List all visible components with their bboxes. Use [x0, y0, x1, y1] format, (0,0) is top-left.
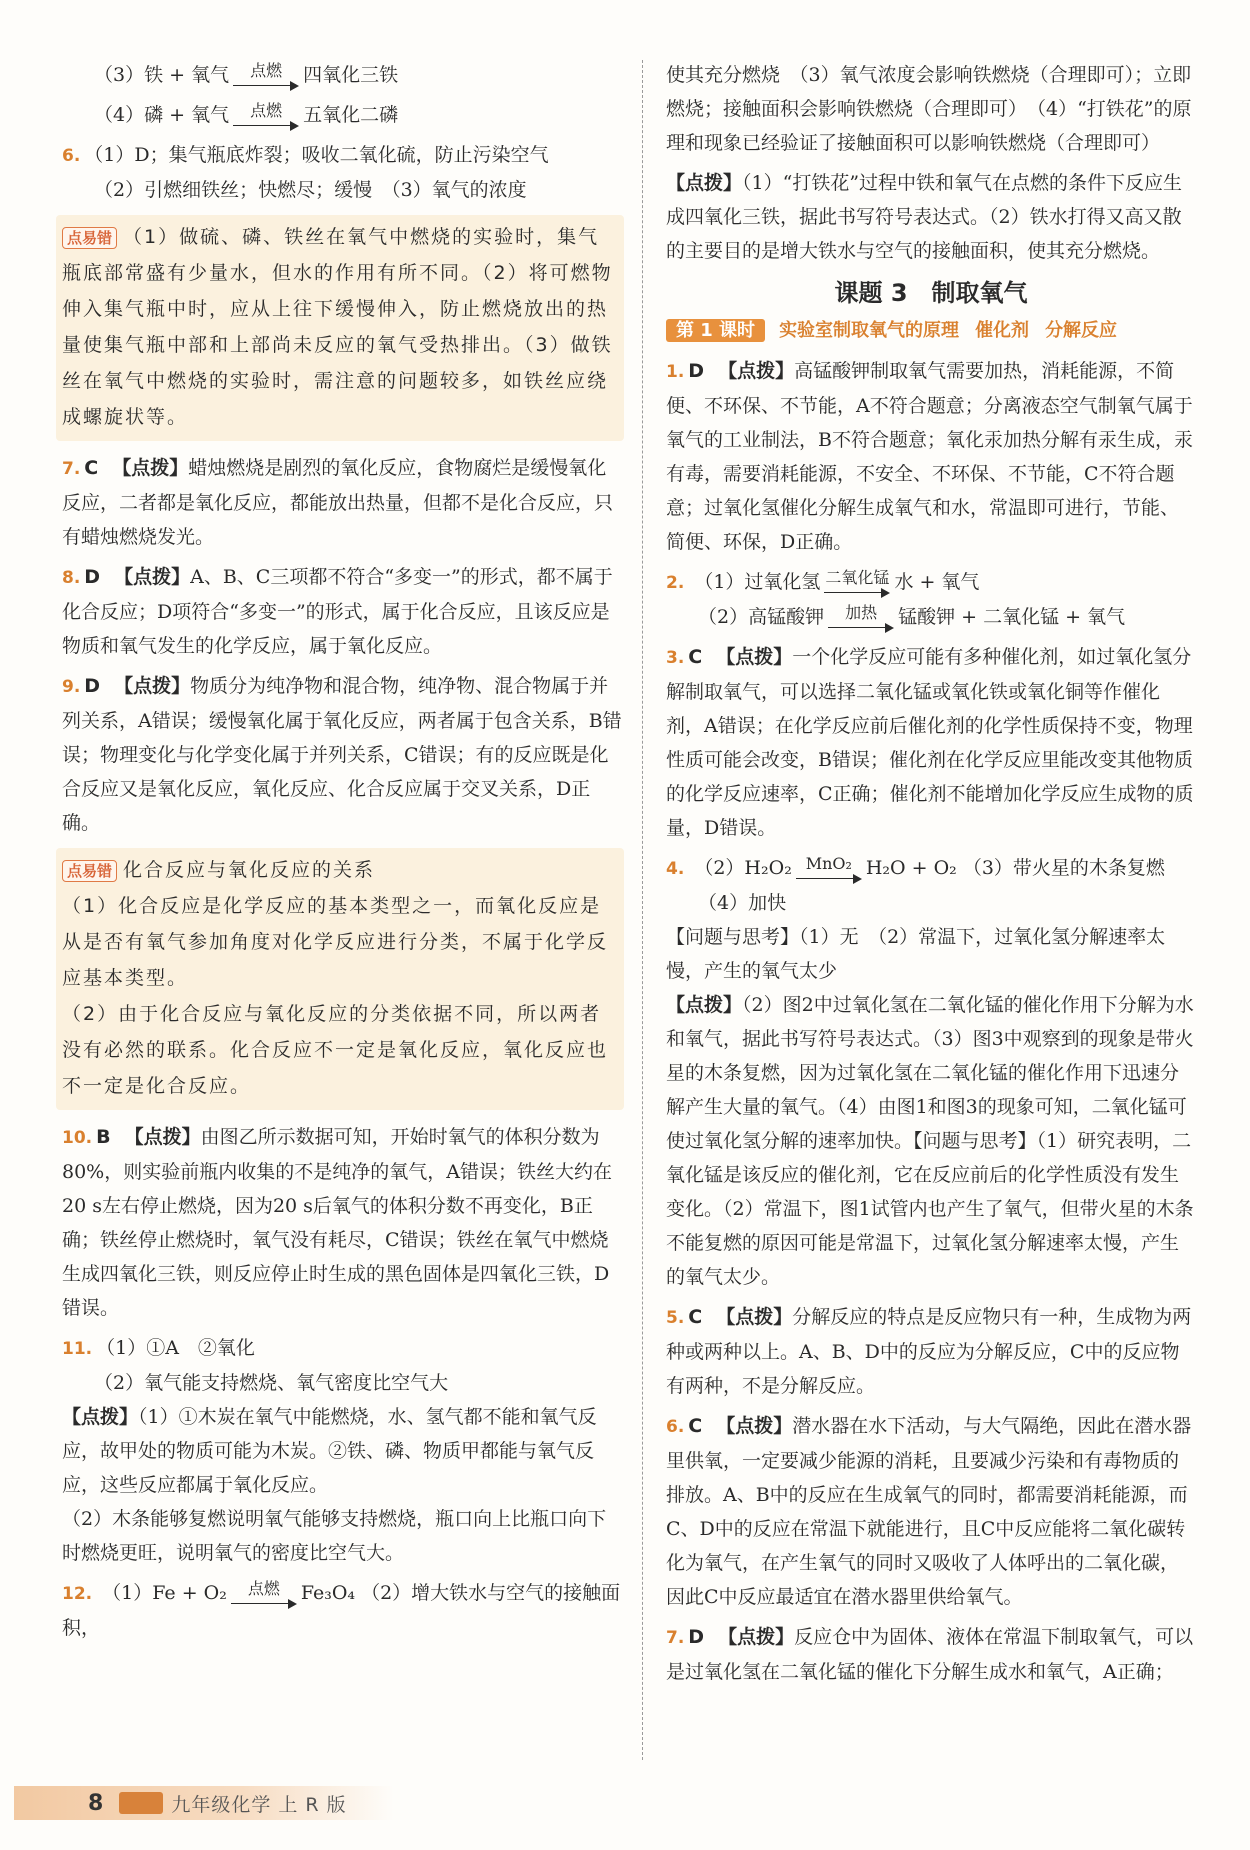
- answer-12-continued: 使其充分燃烧 （3）氧气浓度会影响铁燃烧（合理即可）；立即燃烧；接触面积会影响铁燃烧（合理即可） （4）“打铁花”的原理和现象已经验证了接触面积可以影响铁燃烧（合理即可）: [666, 64, 1192, 154]
- eq-products: Fe₃O₄: [300, 1582, 356, 1604]
- hint-tag: 【点拨】: [124, 1126, 201, 1148]
- column-divider: [642, 60, 643, 1760]
- eq-reactants: （2）高锰酸钾: [698, 606, 825, 628]
- answer-6: [62, 138, 624, 207]
- lesson-topic: 实验室制取氧气的原理: [779, 320, 960, 341]
- question-number: 6.: [666, 1417, 685, 1437]
- answer-r4: [666, 851, 1196, 1294]
- question-number: 10.: [62, 1128, 93, 1148]
- answer-7: [62, 451, 624, 554]
- eq-products: 锰酸钾 + 二氧化锰 + 氧气: [898, 606, 1126, 628]
- hint-text: （1）①木炭在氧气中能燃烧，水、氢气都不能和氧气反应，故甲处的物质可能为木炭。②铁、磷、物质甲都能与氧气反应，这些反应都属于氧化反应。: [62, 1406, 597, 1496]
- answer-r7: [666, 1620, 1196, 1689]
- answer-text: （1）D；集气瓶底炸裂；吸收二氧化硫，防止污染空气: [84, 144, 549, 166]
- lesson-topic: 催化剂: [975, 320, 1030, 341]
- hint-tag: 【点拨】: [716, 646, 793, 668]
- reaction-condition: MnO₂: [805, 854, 852, 873]
- reaction-arrow: [796, 855, 862, 885]
- question-number: 6.: [62, 146, 81, 166]
- lesson-header: [666, 314, 1196, 348]
- hint-text: （2）图2中过氧化氢在二氧化锰的催化作用下分解为水和氧气，据此书写符号表达式。（3）图3中观察到的现象是带火星的木条复燃，因为过氧化氢在二氧化锰的催化作用下迅速分解产生大量的氧气。（4）由图1和图3的现象可知，二氧化锰可使过氧化氢分解的速率加快。【问题与思考】（1）研究表明，二氧化锰是该反应的催化剂，它在反应前后的化学性质没有发生变化。（2）常温下，图1试管内也产生了氧气，但带火星的木条不能复燃的原因可能是常温下，过氧化氢分解速率太慢，产生的氧气太少。: [666, 994, 1194, 1288]
- note-text: （1）化合反应是化学反应的基本类型之一，而氧化反应是从是否有氧气参加角度对化学反应进行分类，不属于化学反应基本类型。: [62, 895, 609, 989]
- answer-r5: [666, 1300, 1196, 1403]
- hint-text: 反应仓中为固体、液体在常温下制取氧气，可以是过氧化氢在二氧化锰的催化下分解生成水和氧气，A正确；: [666, 1626, 1194, 1683]
- answer-r6: [666, 1409, 1196, 1614]
- reaction-arrow: [233, 62, 299, 92]
- eq-products: 水 + 氧气: [894, 571, 980, 593]
- answer-9: [62, 669, 624, 840]
- answer-text: （2）引燃细铁丝；快燃尽；缓慢 （3）氧气的浓度: [94, 179, 527, 201]
- question-number: 2.: [666, 573, 685, 593]
- note-text: （1）做硫、磷、铁丝在氧气中燃烧的实验时，集气瓶底部常盛有少量水，但水的作用有所不同。（2）将可燃物伸入集气瓶中时，应从上往下缓慢伸入，防止燃烧放出的热量使集气瓶中部和上部尚未反应的氧气受热排出。（3）做铁丝在氧气中燃烧的实验时，需注意的问题较多，如铁丝应绕成螺旋状等。: [62, 226, 613, 428]
- answer-choice: C: [688, 1415, 703, 1437]
- answer-choice: C: [688, 646, 703, 668]
- answer-choice: D: [84, 566, 101, 588]
- question-number: 5.: [666, 1308, 685, 1328]
- error-note-badge: 点易错: [62, 227, 117, 249]
- answer-text: （2）氧气能支持燃烧、氧气密度比空气大: [94, 1372, 449, 1394]
- answer-r1: [666, 354, 1196, 559]
- reaction-condition: 二氧化锰: [825, 568, 890, 587]
- hint-tag: 【点拨】: [112, 457, 189, 479]
- lesson-topic: 分解反应: [1045, 320, 1118, 341]
- hint-tag: 【点拨】: [62, 1406, 139, 1428]
- error-note-1: [56, 215, 624, 441]
- hint-text: 分解反应的特点是反应物只有一种，生成物为两种或两种以上。A、B、D中的反应为分解反应，C中的反应物有两种，不是分解反应。: [666, 1306, 1192, 1397]
- note-text: （2）由于化合反应与氧化反应的分类依据不同，所以两者没有必然的联系。化合反应不一定是氧化反应，氧化反应也不一定是化合反应。: [62, 1003, 609, 1097]
- error-note-badge: 点易错: [62, 860, 117, 882]
- answer-r2: [666, 565, 1196, 634]
- eq-products: H₂O + O₂: [865, 857, 957, 879]
- hint-12: [666, 166, 1196, 268]
- eq-products: 五氧化二磷: [303, 104, 399, 126]
- answer-text: （1）①A ②氧化: [96, 1337, 255, 1359]
- eq-reactants: （2）H₂O₂: [694, 857, 792, 879]
- question-number: 3.: [666, 648, 685, 668]
- question-number: 1.: [666, 362, 685, 382]
- answer-choice: C: [84, 457, 99, 479]
- eq-products: 四氧化三铁: [303, 64, 399, 86]
- error-note-2: [56, 848, 624, 1110]
- hint-tag: 【点拨】: [716, 1415, 793, 1437]
- equation-4: [62, 98, 624, 132]
- answer-11: [62, 1331, 624, 1570]
- hint-text: 潜水器在水下活动，与大气隔绝，因此在潜水器里供氧，一定要减少能源的消耗，且要减少污染和有毒物质的排放。A、B中的反应在生成氧气的同时，都需要消耗能源，而C、D中的反应在常温下就能进行，且C中反应能将二氧化碳转化为氧气，在产生氧气的同时又吸收了人体呼出的二氧化碳，因此C中反应最适宜在潜水器里供给氧气。: [666, 1415, 1192, 1608]
- hint-tag: 【点拨】: [114, 566, 191, 588]
- reaction-condition: 点燃: [250, 61, 283, 80]
- reaction-condition: 点燃: [250, 101, 283, 120]
- reaction-arrow: [824, 569, 890, 599]
- hint-text: （2）木条能够复燃说明氧气能够支持燃烧，瓶口向上比瓶口向下时燃烧更旺，说明氧气的密度比空气大。: [62, 1508, 607, 1564]
- answer-choice: D: [688, 360, 705, 382]
- eq-reactants: （1）Fe + O₂: [102, 1582, 227, 1604]
- page-footer: [14, 1786, 394, 1820]
- hint-text: 高锰酸钾制取氧气需要加热，消耗能源，不简便、不环保、不节能，A不符合题意；分离液态空气制氧气属于氧气的工业制法，B不符合题意；氧化汞加热分解有汞生成，汞有毒，需要消耗能源，不安全、不环保、不节能，C不符合题意；过氧化氢催化分解生成氧气和水，常温即可进行，节能、简便、环保，D正确。: [666, 360, 1193, 553]
- right-column: [666, 58, 1196, 1695]
- publisher-logo-icon: [119, 1792, 163, 1814]
- left-column: [62, 58, 624, 1651]
- question-number: 8.: [62, 568, 81, 588]
- answer-r3: [666, 640, 1196, 845]
- hint-tag: 【点拨】: [716, 1306, 793, 1328]
- answer-choice: D: [688, 1626, 705, 1648]
- question-number: 12.: [62, 1584, 93, 1604]
- answer-12: [62, 1576, 624, 1645]
- reaction-arrow: [828, 604, 894, 634]
- answer-choice: C: [688, 1306, 703, 1328]
- hint-text: 由图乙所示数据可知，开始时氧气的体积分数为80%，则实验前瓶内收集的不是纯净的氧气，A错误；铁丝大约在20 s左右停止燃烧，因为20 s后氧气的体积分数不再变化，B正确；铁丝停止燃烧时，氧气没有耗尽，C错误；铁丝在氧气中燃烧生成四氧化三铁，则反应停止时生成的黑色固体是四氧化三铁，D错误。: [62, 1126, 612, 1319]
- answer-text: （4）加快: [698, 892, 787, 914]
- question-number: 4.: [666, 859, 685, 879]
- lesson-chip: 第 1 课时: [666, 319, 765, 342]
- hint-tag: 【点拨】: [718, 360, 795, 382]
- hint-tag: 【点拨】: [718, 1626, 795, 1648]
- hint-text: A、B、C三项都不符合“多变一”的形式，都不属于化合反应；D项符合“多变一”的形式，属于化合反应，且该反应是物质和氧气发生的化学反应，属于氧化反应。: [62, 566, 613, 657]
- note-title: 化合反应与氧化反应的关系: [123, 859, 376, 881]
- question-number: 7.: [62, 459, 81, 479]
- think-text: 【问题与思考】（1）无 （2）常温下，过氧化氢分解速率太慢，产生的氧气太少: [666, 926, 1166, 982]
- reaction-arrow: [231, 1580, 297, 1610]
- reaction-condition: 点燃: [247, 1579, 280, 1598]
- hint-tag: 【点拨】: [666, 172, 743, 194]
- equation-3: [62, 58, 624, 92]
- reaction-condition: 加热: [845, 603, 878, 622]
- answer-8: [62, 560, 624, 663]
- section-title: 课题 3 制取氧气: [834, 279, 1028, 307]
- eq-reactants: （4）磷 + 氧气: [94, 104, 230, 126]
- eq-reactants: （1）过氧化氢: [694, 571, 821, 593]
- reaction-arrow: [233, 102, 299, 132]
- page-number: 8: [88, 1790, 104, 1816]
- answer-choice: D: [84, 675, 101, 697]
- answer-text: （3）带火星的木条复燃: [962, 857, 1165, 879]
- answer-10: [62, 1120, 624, 1325]
- book-title: 九年级化学 上 R 版: [171, 1793, 347, 1816]
- eq-reactants: （3）铁 + 氧气: [94, 64, 230, 86]
- hint-text: 一个化学反应可能有多种催化剂，如过氧化氢分解制取氧气，可以选择二氧化锰或氧化铁或氧化铜等作催化剂，A错误；在化学反应前后催化剂的化学性质保持不变，物理性质可能会改变，B错误；催化剂在化学反应里能改变其他物质的化学反应速率，C正确；催化剂不能增加化学反应生成物的质量，D错误。: [666, 646, 1194, 839]
- hint-text: （1）“打铁花”过程中铁和氧气在点燃的条件下反应生成四氧化三铁，据此书写符号表达式。（2）铁水打得又高又散的主要目的是增大铁水与空气的接触面积，使其充分燃烧。: [666, 172, 1183, 262]
- question-number: 9.: [62, 677, 81, 697]
- hint-tag: 【点拨】: [114, 675, 191, 697]
- answer-text: （2）增大铁水与空气的接触面积，: [62, 1582, 621, 1639]
- answer-choice: B: [96, 1126, 111, 1148]
- hint-text: 蜡烛燃烧是剧烈的氧化反应，食物腐烂是缓慢氧化反应，二者都是氧化反应，都能放出热量，但都不是化合反应，只有蜡烛燃烧发光。: [62, 457, 614, 548]
- hint-tag: 【点拨】: [666, 994, 743, 1016]
- question-number: 11.: [62, 1339, 93, 1359]
- question-number: 7.: [666, 1628, 685, 1648]
- hint-text: 物质分为纯净物和混合物，纯净物、混合物属于并列关系，A错误；缓慢氧化属于氧化反应，两者属于包含关系，B错误；物理变化与化学变化属于并列关系，C错误；有的反应既是化合反应又是氧化反应，氧化反应、化合反应属于交叉关系，D正确。: [62, 675, 622, 834]
